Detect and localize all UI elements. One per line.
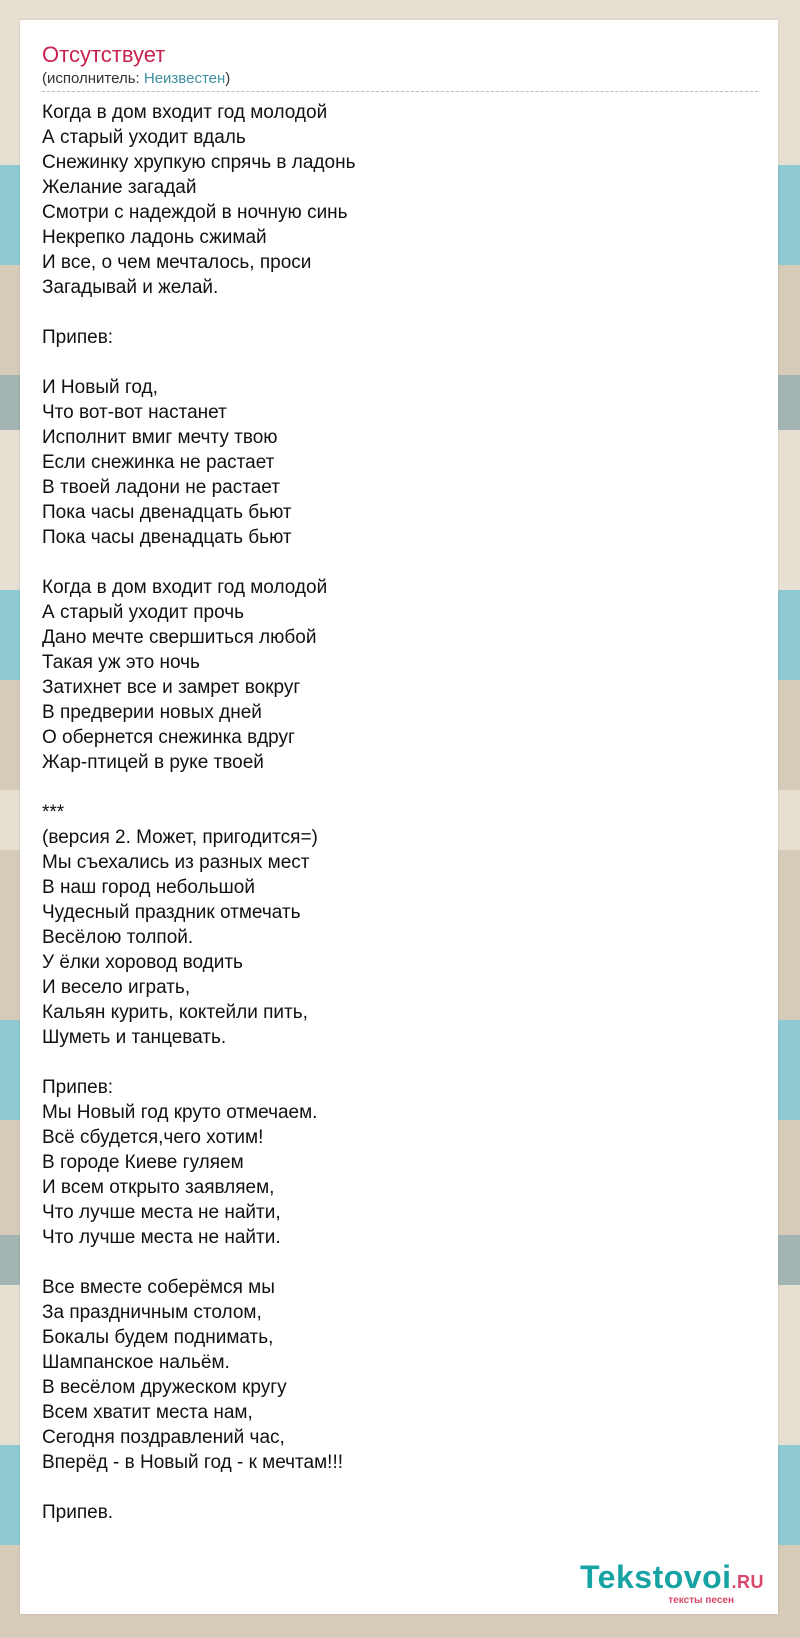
lyric-line: Всем хватит места нам, [42, 1402, 253, 1423]
lyric-line: И все, о чем мечталось, проси [42, 252, 312, 273]
lyric-line: И всем открыто заявляем, [42, 1177, 275, 1198]
lyric-line: Вперёд - в Новый год - к мечтам!!! [42, 1452, 344, 1473]
logo-wordmark [580, 1560, 764, 1599]
lyric-line: Жар-птицей в руке твоей [42, 752, 264, 773]
lyric-line: Дано мечте свершиться любой [42, 627, 317, 648]
lyric-line: Мы Новый год круто отмечаем. [42, 1102, 318, 1123]
lyric-line: Пока часы двенадцать бьют [42, 527, 292, 548]
artist-link[interactable]: Неизвестен [143, 70, 226, 87]
lyric-line: *** [42, 802, 65, 823]
lyric-line: Мы съехались из разных мест [42, 852, 310, 873]
lyric-line: Бокалы будем поднимать, [42, 1327, 274, 1348]
lyric-line: Когда в дом входит год молодой [42, 102, 328, 123]
lyric-line: Некрепко ладонь сжимай [42, 227, 267, 248]
lyrics-body [42, 100, 742, 1525]
lyrics-card [20, 20, 778, 1614]
lyric-line: Желание загадай [42, 177, 197, 198]
lyric-line: И весело играть, [42, 977, 191, 998]
lyric-line: Чудесный праздник отмечать [42, 902, 301, 923]
lyric-line: Такая уж это ночь [42, 652, 200, 673]
site-logo[interactable] [580, 1560, 764, 1606]
artist-line [42, 70, 230, 88]
lyric-line: Шуметь и танцевать. [42, 1027, 227, 1048]
lyric-line: (версия 2. Может, пригодится=) [42, 827, 318, 848]
artist-suffix: ) [225, 70, 231, 87]
artist-prefix: (исполнитель: [42, 70, 144, 87]
lyric-line: И Новый год, [42, 377, 158, 398]
divider [42, 91, 758, 92]
lyric-line: Загадывай и желай. [42, 277, 219, 298]
lyric-line [42, 300, 742, 325]
lyric-line: В предверии новых дней [42, 702, 262, 723]
lyric-line [42, 350, 742, 375]
logo-tagline: тексты песен [668, 1595, 734, 1606]
lyric-line [42, 1475, 742, 1500]
lyric-line: У ёлки хоровод водить [42, 952, 243, 973]
lyric-line: Если снежинка не растает [42, 452, 275, 473]
lyric-line: Кальян курить, коктейли пить, [42, 1002, 308, 1023]
lyric-line: Что лучше места не найти. [42, 1227, 281, 1248]
lyric-line: Затихнет все и замрет вокруг [42, 677, 301, 698]
lyric-line: Снежинку хрупкую спрячь в ладонь [42, 152, 356, 173]
lyric-line: Что лучше места не найти, [42, 1202, 281, 1223]
lyric-line [42, 1250, 742, 1275]
lyric-line: А старый уходит прочь [42, 602, 245, 623]
lyric-line [42, 1050, 742, 1075]
lyric-line: За праздничным столом, [42, 1302, 262, 1323]
lyric-line: Шампанское нальём. [42, 1352, 230, 1373]
lyric-line: Все вместе соберёмся мы [42, 1277, 275, 1298]
lyric-line: А старый уходит вдаль [42, 127, 246, 148]
lyric-line: Пока часы двенадцать бьют [42, 502, 292, 523]
lyric-line: Когда в дом входит год молодой [42, 577, 328, 598]
lyric-line: В твоей ладони не растает [42, 477, 280, 498]
lyric-line: Что вот-вот настанет [42, 402, 227, 423]
logo-name: Tekstovoi [580, 1559, 732, 1595]
lyric-line: Исполнит вмиг мечту твою [42, 427, 278, 448]
lyric-line: О обернется снежинка вдруг [42, 727, 295, 748]
lyric-line: Припев: [42, 1077, 114, 1098]
lyric-line: В наш город небольшой [42, 877, 255, 898]
song-title: Отсутствует [42, 42, 166, 67]
lyric-line: В весёлом дружеском кругу [42, 1377, 287, 1398]
logo-tld: .RU [731, 1572, 764, 1592]
lyric-line: В городе Киеве гуляем [42, 1152, 244, 1173]
lyric-line: Припев. [42, 1502, 114, 1523]
lyric-line: Смотри с надеждой в ночную синь [42, 202, 348, 223]
lyric-line: Всё сбудется,чего хотим! [42, 1127, 264, 1148]
lyric-line: Весёлою толпой. [42, 927, 194, 948]
lyric-line: Сегодня поздравлений час, [42, 1427, 285, 1448]
lyric-line: Припев: [42, 327, 114, 348]
lyric-line [42, 550, 742, 575]
lyric-line [42, 775, 742, 800]
